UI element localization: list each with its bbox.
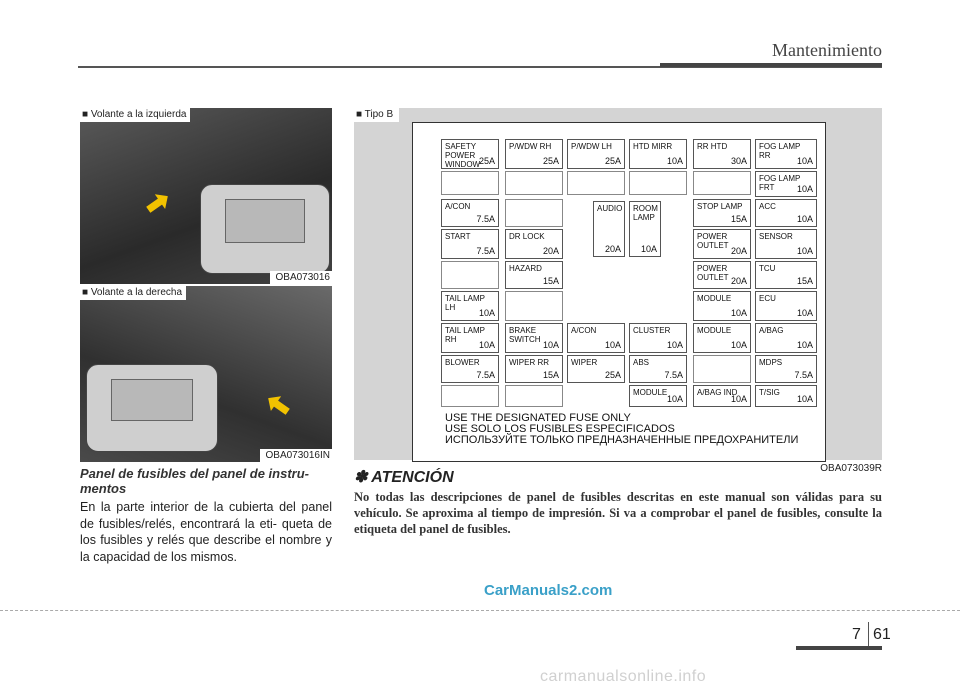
- fuse-module-2: MODULE 10A: [693, 323, 751, 353]
- fuse-slot-empty: [693, 355, 751, 383]
- fuse-mdps: MDPS 7.5A: [755, 355, 817, 383]
- fuse-slot-empty: [441, 171, 499, 195]
- panel-caption: ■ Tipo B: [354, 108, 399, 122]
- section-body: En la parte interior de la cubierta del panel de fusibles/relés, encontrará la eti- queta de los fusibles y relés que describe el nombre y la capacidad de los mismos.: [80, 500, 332, 564]
- fuse-a-con-1: A/CON 7.5A: [441, 199, 499, 227]
- fuse-slot-empty: [567, 171, 625, 195]
- fuse-slot-empty: [505, 171, 563, 195]
- fuse-a-con-2: A/CON 10A: [567, 323, 625, 353]
- fuse-tcu: TCU 15A: [755, 261, 817, 289]
- fuse-cover-closeup: [86, 364, 218, 452]
- fuse-audio: AUDIO 20A: [593, 201, 625, 257]
- fuse-brake-switch: BRAKE SWITCH 10A: [505, 323, 563, 353]
- fuse-wiper: WIPER 25A: [567, 355, 625, 383]
- note-line: USE THE DESIGNATED FUSE ONLY: [445, 412, 631, 424]
- section-subheading: Panel de fusibles del panel de instru- mentos: [80, 466, 309, 496]
- fuse-slot-empty: [693, 171, 751, 195]
- header-rule-accent: [660, 63, 882, 67]
- site-watermark: carmanualsonline.info: [540, 668, 707, 685]
- panel-code: OBA073039R: [820, 463, 882, 474]
- fuse-fog-lamp-frt: FOG LAMP FRT 10A: [755, 171, 817, 197]
- fuse-module-3: MODULE 10A: [629, 385, 687, 407]
- fuse-module-1: MODULE 10A: [693, 291, 751, 321]
- fuse-sensor: SENSOR 10A: [755, 229, 817, 259]
- fuse-slot-empty: [441, 385, 499, 407]
- fuse-ecu: ECU 10A: [755, 291, 817, 321]
- fuse-wiper-rr: WIPER RR 15A: [505, 355, 563, 383]
- page-number: 61: [873, 626, 891, 643]
- fuse-tail-lamp-lh: TAIL LAMP LH 10A: [441, 291, 499, 321]
- watermark-link[interactable]: CarManuals2.com: [484, 582, 613, 599]
- photo-left-hand-drive: [80, 108, 332, 284]
- attention-text: No todas las descripciones de panel de fusibles descritas en este manual son válidas para su vehículo. Se aproxima al tiempo de impresión. Si va a comprobar el panel de fusibles, consulte la etiqueta del panel de fusibles.: [354, 490, 882, 536]
- fuse-fog-lamp-rr: FOG LAMP RR 10A: [755, 139, 817, 169]
- fuse-rr-htd: RR HTD 30A: [693, 139, 751, 169]
- fuse-slot-empty: [441, 261, 499, 289]
- attention-title: ✽ ATENCIÓN: [354, 469, 454, 486]
- fuse-slot-empty: [629, 171, 687, 195]
- note-line: ИСПОЛЬЗУЙТЕ ТОЛЬКО ПРЕДНАЗНАЧЕННЫЕ ПРЕДОХРАНИТЕЛИ: [445, 434, 799, 446]
- fuse-acc: ACC 10A: [755, 199, 817, 227]
- fuse-board: [412, 122, 826, 462]
- fuse-t-sig: T/SIG 10A: [755, 385, 817, 407]
- fuse-dr-lock: DR LOCK 20A: [505, 229, 563, 259]
- fuse-p-wdw-rh: P/WDW RH 25A: [505, 139, 563, 169]
- fuse-hazard: HAZARD 15A: [505, 261, 563, 289]
- fuse-stop-lamp: STOP LAMP 15A: [693, 199, 751, 227]
- fuse-tail-lamp-rh: TAIL LAMP RH 10A: [441, 323, 499, 353]
- fuse-safety-power-window: SAFETY POWER WINDOW 25A: [441, 139, 499, 169]
- fuse-power-outlet-2: POWER OUTLET 20A: [693, 261, 751, 289]
- fuse-room-lamp: ROOM LAMP 10A: [629, 201, 661, 257]
- fuse-panel-diagram: [354, 108, 882, 474]
- section-title: Mantenimiento: [772, 40, 882, 60]
- fuse-p-wdw-lh: P/WDW LH 25A: [567, 139, 625, 169]
- fuse-start: START 7.5A: [441, 229, 499, 259]
- fuse-slot-empty: [505, 199, 563, 227]
- fuse-cover-closeup: [200, 184, 330, 274]
- photo-code: OBA073016IN: [260, 449, 333, 462]
- fuse-cluster: CLUSTER 10A: [629, 323, 687, 353]
- fuse-slot-empty: [505, 291, 563, 321]
- photo-right-hand-drive: [80, 286, 332, 462]
- footer-rule: [0, 610, 960, 611]
- fuse-slot-empty: [505, 385, 563, 407]
- photo-code: OBA073016: [270, 271, 333, 284]
- fuse-power-outlet-1: POWER OUTLET 20A: [693, 229, 751, 259]
- fuse-a-bag: A/BAG 10A: [755, 323, 817, 353]
- fuse-abs: ABS 7.5A: [629, 355, 687, 383]
- photo-caption: ■ Volante a la izquierda: [80, 108, 190, 122]
- fuse-usage-note: [445, 413, 798, 446]
- chapter-number: 7: [852, 626, 861, 643]
- fuse-htd-mirr: HTD MIRR 10A: [629, 139, 687, 169]
- fuse-a-bag-ind: A/BAG IND 10A: [693, 385, 751, 407]
- fuse-blower: BLOWER 7.5A: [441, 355, 499, 383]
- page-divider: [868, 622, 869, 646]
- note-line: USE SOLO LOS FUSIBLES ESPECIFICADOS: [445, 423, 675, 435]
- photo-caption: ■ Volante a la derecha: [80, 286, 186, 300]
- footer-rule-accent: [796, 646, 882, 650]
